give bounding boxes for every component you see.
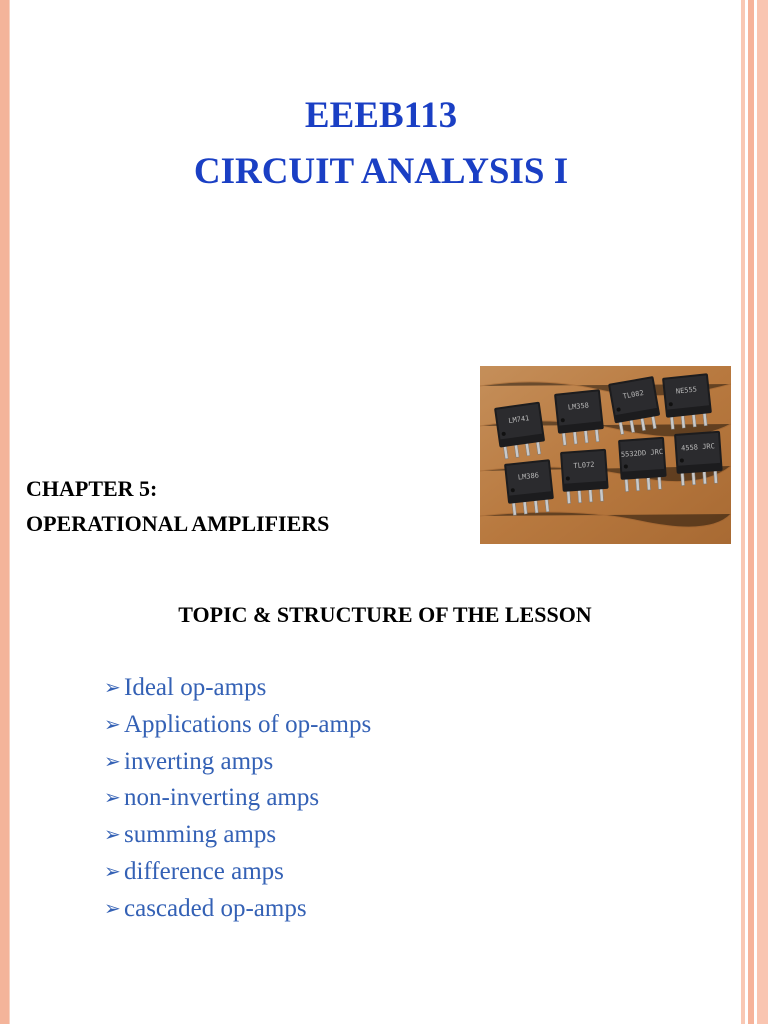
chip-marking: LM386	[517, 471, 540, 482]
topic-heading: TOPIC & STRUCTURE OF THE LESSON	[178, 602, 592, 627]
arrow-bullet-icon: ➢	[104, 860, 121, 883]
list-item	[104, 891, 371, 928]
op-amp-chips-photo	[480, 366, 731, 544]
arrow-bullet-icon: ➢	[104, 787, 121, 810]
list-item	[104, 744, 371, 781]
chip-marking: NE555	[675, 385, 698, 396]
list-item-text: summing amps	[124, 821, 277, 849]
chapter-number: CHAPTER 5:	[26, 476, 158, 501]
list-item-text: difference amps	[124, 857, 284, 885]
chip-marking: 5532DD JRC	[620, 447, 664, 459]
chip-marking: LM741	[507, 414, 530, 426]
list-item-text: cascaded op-amps	[124, 894, 307, 922]
lesson-topics-list	[104, 670, 371, 928]
course-title: CIRCUIT ANALYSIS I	[193, 151, 569, 192]
chip-marking: 4558 JRC	[680, 442, 716, 453]
list-item	[104, 670, 371, 707]
arrow-bullet-icon: ➢	[104, 897, 121, 920]
chip-marking: TL082	[622, 389, 645, 401]
arrow-bullet-icon: ➢	[104, 824, 121, 847]
list-item	[104, 780, 371, 817]
chapter-title: OPERATIONAL AMPLIFIERS	[26, 511, 330, 536]
arrow-bullet-icon: ➢	[104, 677, 121, 699]
arrow-bullet-icon: ➢	[104, 713, 121, 736]
list-item	[104, 854, 371, 891]
op-amp-chips-illustration	[480, 366, 731, 544]
list-item	[104, 817, 371, 854]
list-item-text: inverting amps	[124, 747, 274, 775]
course-code: EEEB113	[304, 95, 458, 136]
list-item-text: Applications of op-amps	[124, 710, 372, 738]
list-item	[104, 707, 371, 744]
list-item-text: non-inverting amps	[124, 784, 320, 812]
chip-marking: LM358	[567, 401, 590, 412]
arrow-bullet-icon: ➢	[104, 750, 121, 773]
chip-marking: TL072	[573, 460, 595, 471]
list-item-text: Ideal op-amps	[124, 674, 267, 701]
